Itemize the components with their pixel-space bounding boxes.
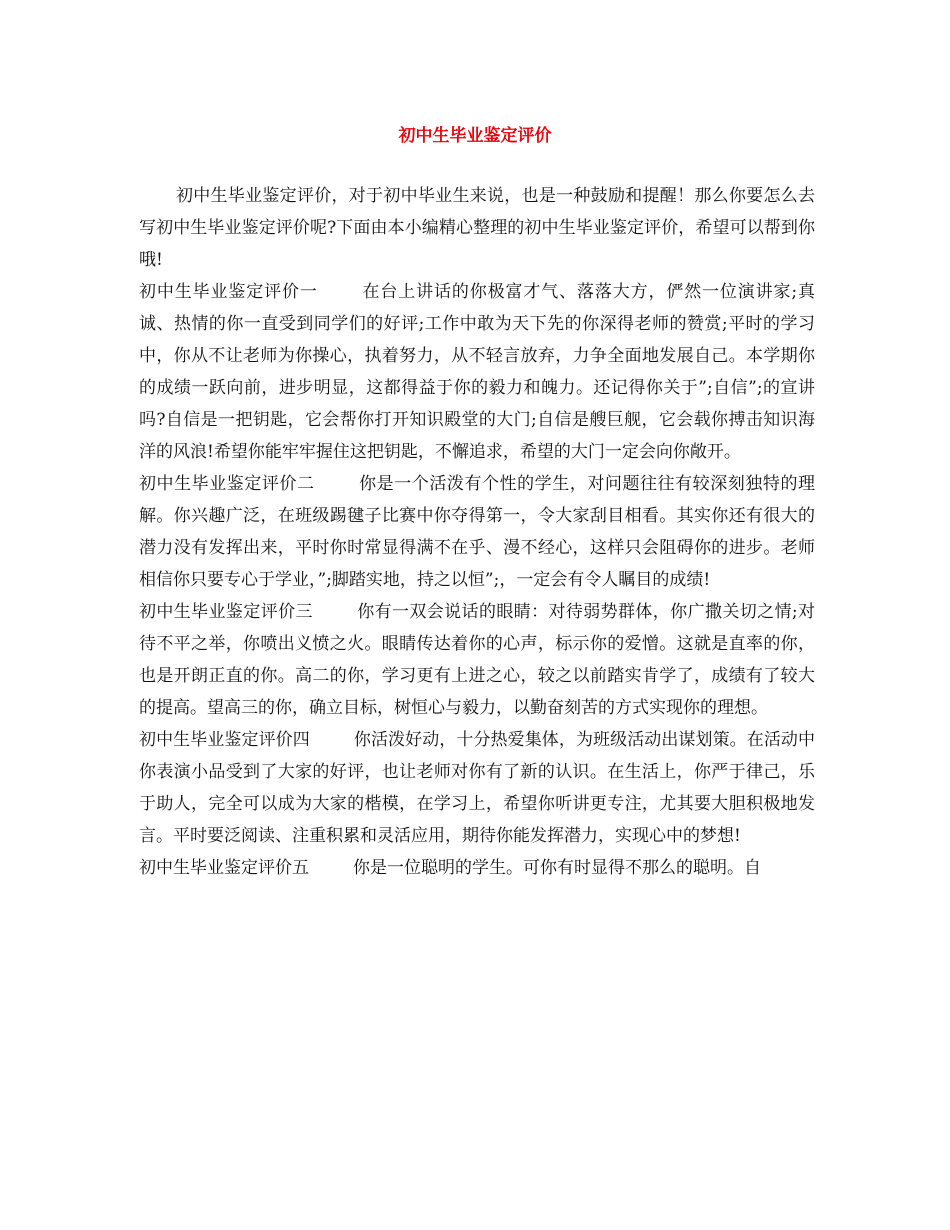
section-4-text: 你活泼好动，十分热爱集体，为班级活动出谋划策。在活动中你表演小品受到了大家的好评，也让老师对你有了新的认识。在生活上，你严于律己，乐于助人，完全可以成为大家的楷模，在学习上，希望你听讲更专注，尤其要大胆积极地发言。平时要泛阅读、注重积累和灵活应用，期待你能发挥潜力，实现心中的梦想! [139, 730, 816, 846]
section-1-text: 在台上讲话的你极富才气、落落大方，俨然一位演讲家;真诚、热情的你一直受到同学们的好评;工作中敢为天下先的你深得老师的赞赏;平时的学习中，你从不让老师为你操心，执着努力，从不轻言放弃，力争全面地发展自己。本学期你的成绩一跃向前，进步明显，这都得益于你的毅力和魄力。还记得你关于”;自信”;的宣讲吗?自信是一把钥匙，它会帮你打开知识殿堂的大门;自信是艘巨舰，它会载你搏击知识海洋的风浪!希望你能牢牢握住这把钥匙，不懈追求，希望的大门一定会向你敞开。 [139, 282, 815, 462]
section-2-text: 你是一个活泼有个性的学生，对问题往往有较深刻独特的理解。你兴趣广泛，在班级踢毽子比赛中你夺得第一，令大家刮目相看。其实你还有很大的潜力没有发挥出来，平时你时常显得满不在乎、漫不经心，这样只会阻碍你的进步。老师相信你只要专心于学业，”;脚踏实地，持之以恒”;，一定会有令人瞩目的成绩! [139, 474, 816, 590]
section-2-heading: 初中生毕业鉴定评价二 [139, 474, 315, 494]
section-2 [139, 468, 815, 596]
section-1 [139, 276, 815, 468]
section-4 [139, 724, 815, 852]
section-3 [139, 596, 815, 724]
intro-paragraph: 初中生毕业鉴定评价，对于初中毕业生来说，也是一种鼓励和提醒！那么你要怎么去写初中生毕业鉴定评价呢?下面由本小编精心整理的初中生毕业鉴定评价，希望可以帮到你哦! [139, 186, 815, 270]
section-1-heading: 初中生毕业鉴定评价一 [139, 282, 318, 302]
document-title: 初中生毕业鉴定评价 [398, 126, 552, 146]
section-5-heading: 初中生毕业鉴定评价五 [139, 858, 309, 878]
section-4-heading: 初中生毕业鉴定评价四 [139, 730, 310, 750]
document-body [139, 180, 815, 884]
section-5-text: 你是一位聪明的学生。可你有时显得不那么的聪明。自 [353, 858, 761, 878]
section-3-heading: 初中生毕业鉴定评价三 [139, 602, 313, 622]
section-3-text: 你有一双会说话的眼睛：对待弱势群体，你广撒关切之情;对待不平之举，你喷出义愤之火。眼睛传达着你的心声，标示你的爱憎。这就是直率的你，也是开朗正直的你。高二的你，学习更有上进之心，较之以前踏实肯学了，成绩有了较大的提高。望高三的你，确立目标，树恒心与毅力，以勤奋刻苦的方式实现你的理想。 [139, 602, 815, 718]
section-5 [139, 852, 815, 884]
